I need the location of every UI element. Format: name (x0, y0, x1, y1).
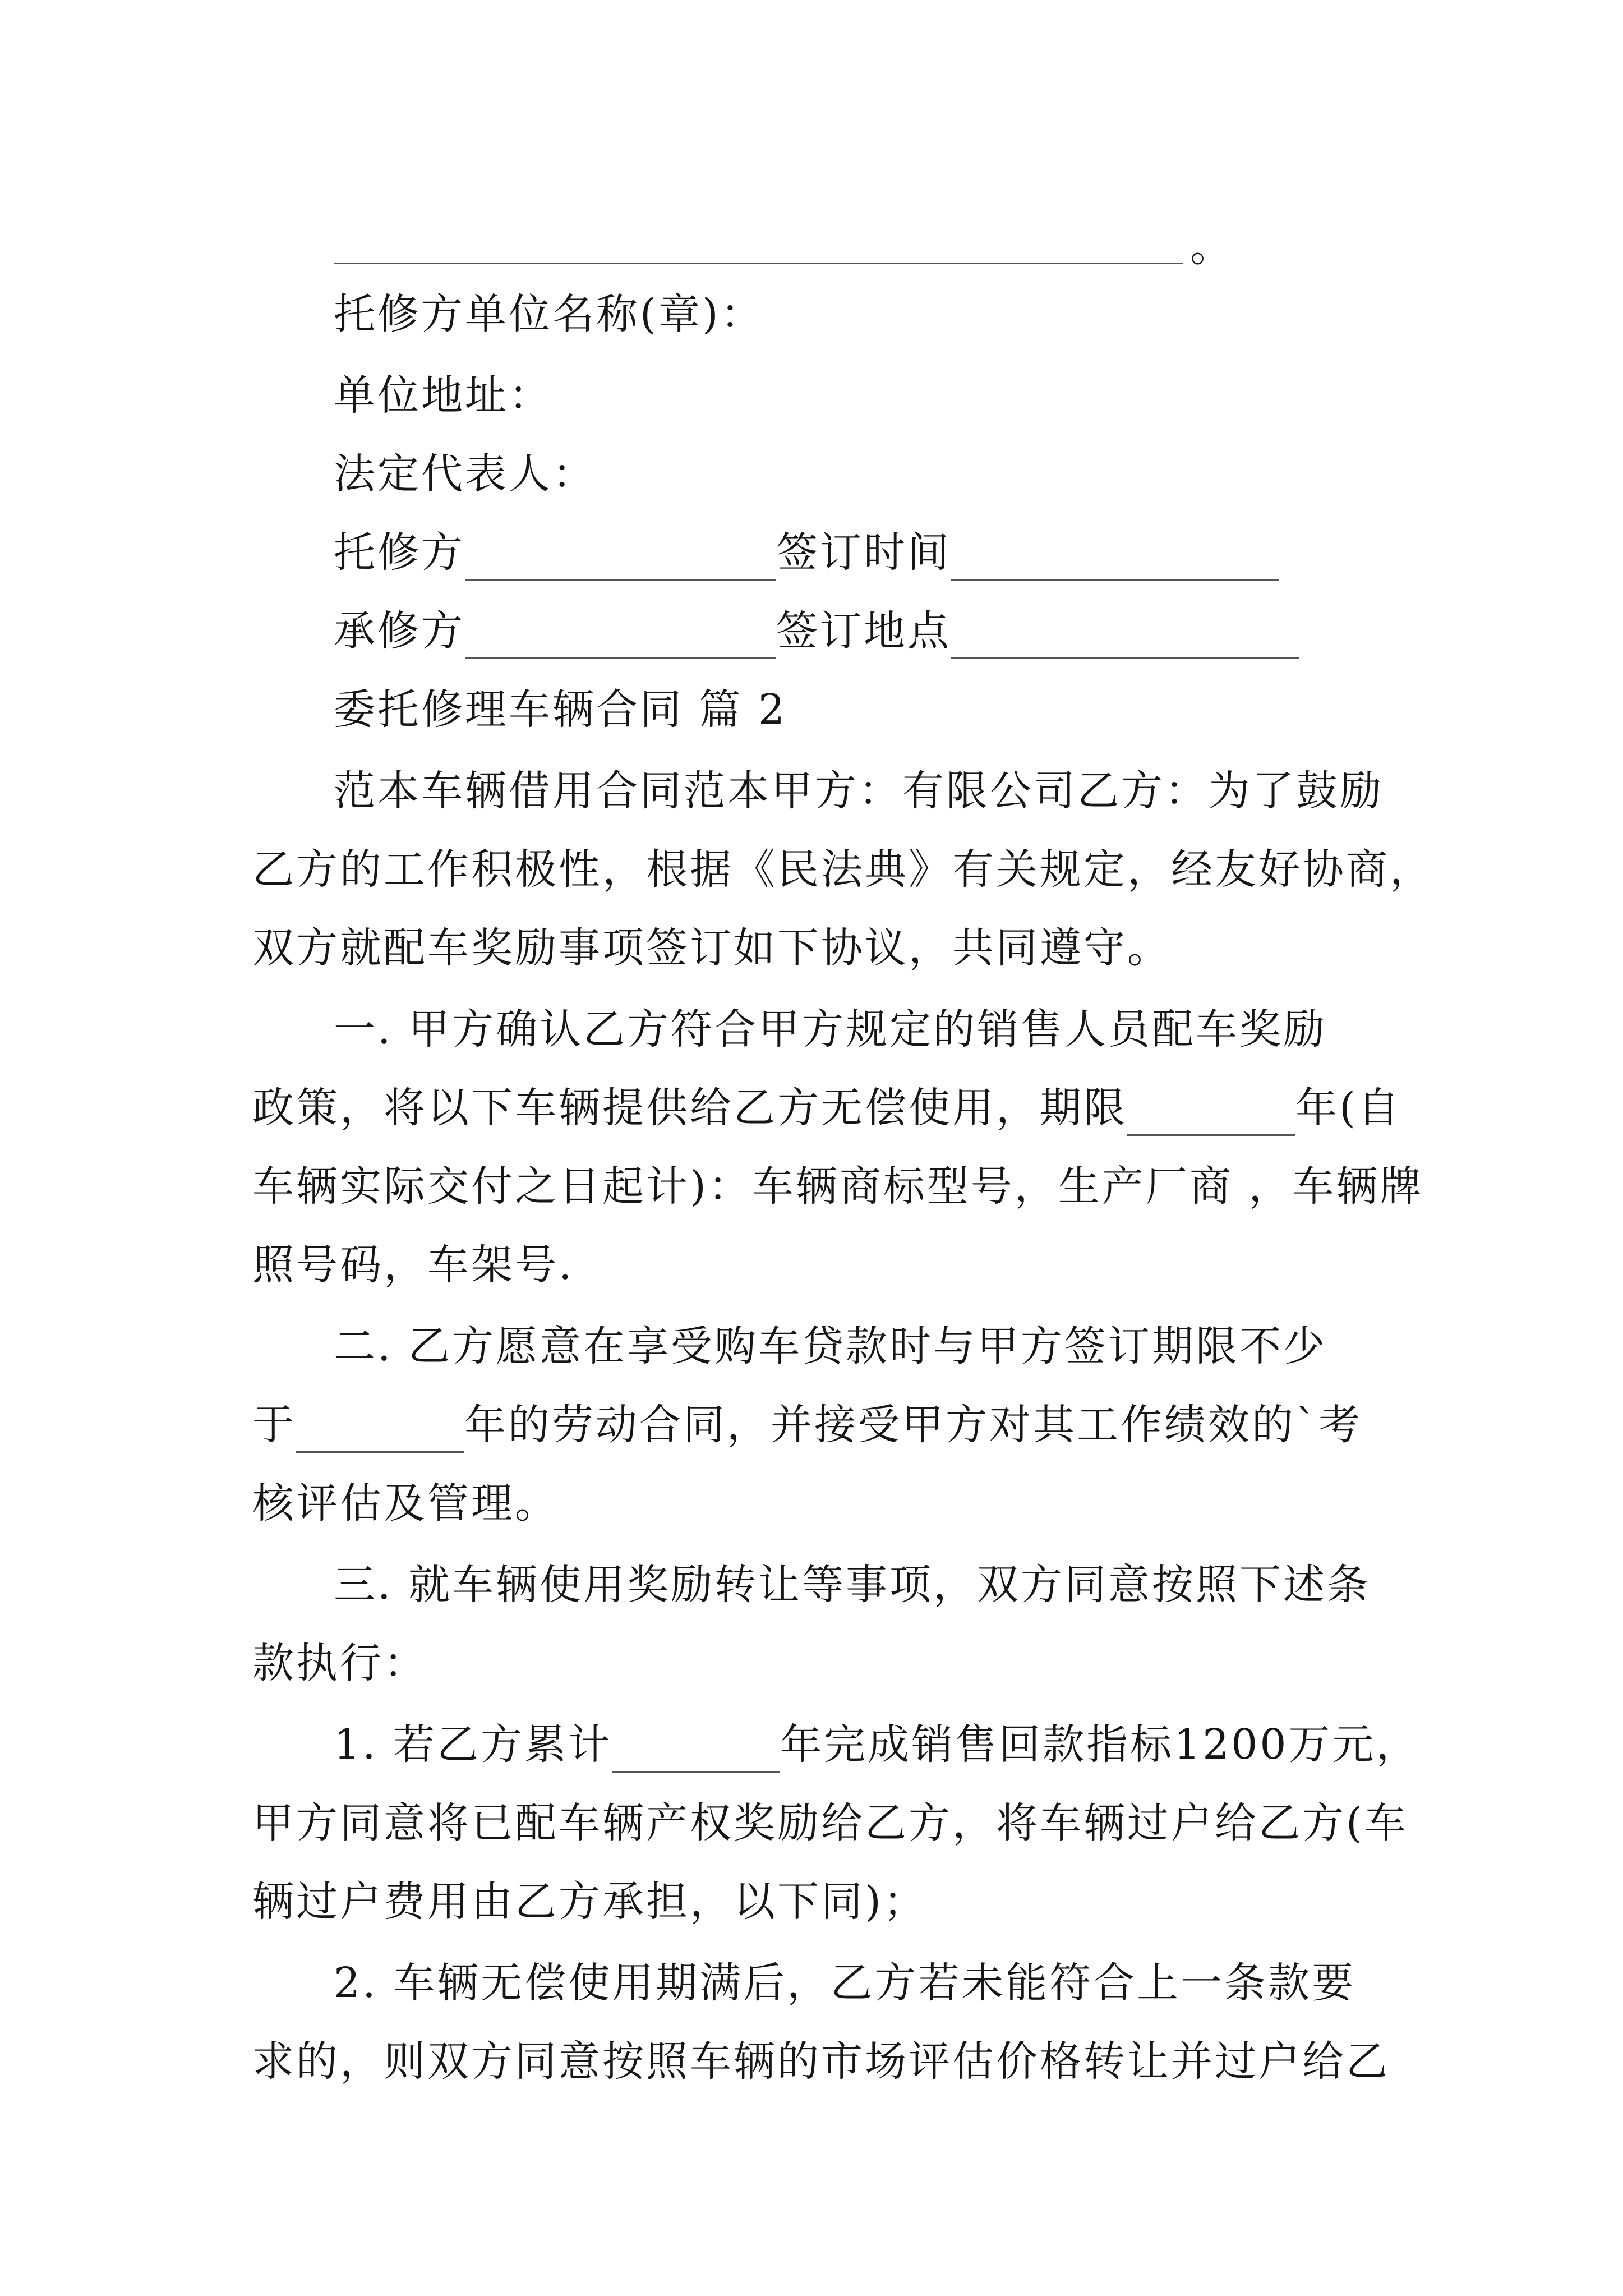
unit-address-label: 单位地址： (334, 371, 552, 420)
intro-line-3: 双方就配车奖励事项签订如下协议，共同遵守。 (252, 924, 1171, 972)
client-sign-row (334, 524, 1279, 581)
clause-3-line-1: 三. 就车辆使用奖励转让等事项，双方同意按照下述条 (334, 1561, 1371, 1609)
clause-2-line-3: 核评估及管理。 (252, 1479, 559, 1527)
clause-2-text-b: 年的劳动合同，并接受甲方对其工作绩效的`考 (464, 1401, 1362, 1449)
clause-3-line-2: 款执行： (252, 1639, 427, 1687)
sign-place-label: 签订地点 (776, 607, 951, 655)
item-1-text-a: 1. 若乙方累计 (334, 1720, 612, 1769)
contract-years-blank (296, 1410, 464, 1453)
end-period: 。 (1190, 223, 1232, 271)
intro-line-1: 范本车辆借用合同范本甲方：有限公司乙方：为了鼓励 (334, 767, 1384, 815)
item-2-line-1: 2. 车辆无偿使用期满后，乙方若未能符合上一条款要 (334, 1959, 1356, 2007)
client-label: 托修方 (334, 528, 465, 577)
clause-1-text-b: 年(自 (1295, 1084, 1401, 1132)
signature-blank-line (334, 263, 1183, 264)
client-blank (465, 537, 776, 581)
item-2-line-2: 求的，则双方同意按照车辆的市场评估价格转让并过户给乙 (252, 2037, 1390, 2086)
cumulative-years-blank (612, 1729, 780, 1773)
clause-1-line-2 (252, 1080, 1401, 1136)
clause-2-line-1: 二. 乙方愿意在享受购车贷款时与甲方签订期限不少 (334, 1322, 1327, 1370)
intro-line-2: 乙方的工作积极性，根据《民法典》有关规定，经友好协商， (252, 845, 1433, 894)
item-1-text-b: 年完成销售回款指标1200万元， (780, 1720, 1420, 1769)
term-years-blank (1127, 1093, 1295, 1136)
clause-1-line-1: 一. 甲方确认乙方符合甲方规定的销售人员配车奖励 (334, 1005, 1327, 1053)
clause-1-line-4: 照号码，车架号. (252, 1241, 574, 1289)
clause-2-line-2 (252, 1397, 1362, 1453)
repairer-blank (465, 616, 776, 659)
sign-place-blank (951, 616, 1299, 659)
clause-2-text-a: 于 (252, 1401, 296, 1449)
sign-time-blank (951, 537, 1279, 581)
legal-representative-label: 法定代表人： (334, 450, 596, 498)
sign-time-label: 签订时间 (776, 528, 951, 577)
clause-1-line-3: 车辆实际交付之日起计)：车辆商标型号，生产厂商 ，车辆牌 (252, 1162, 1424, 1211)
repairer-label: 承修方 (334, 607, 465, 655)
item-1-line-3: 辆过户费用由乙方承担，以下同)； (252, 1878, 927, 1926)
item-1-line-2: 甲方同意将已配车辆产权奖励给乙方，将车辆过户给乙方(车 (252, 1799, 1408, 1847)
repairer-sign-row (334, 603, 1299, 659)
client-unit-name-label: 托修方单位名称(章)： (334, 290, 764, 338)
section-title: 委托修理车辆合同 篇 2 (334, 685, 787, 734)
clause-1-text-a: 政策，将以下车辆提供给乙方无偿使用，期限 (252, 1084, 1127, 1132)
item-1-line-1 (334, 1717, 1419, 1773)
